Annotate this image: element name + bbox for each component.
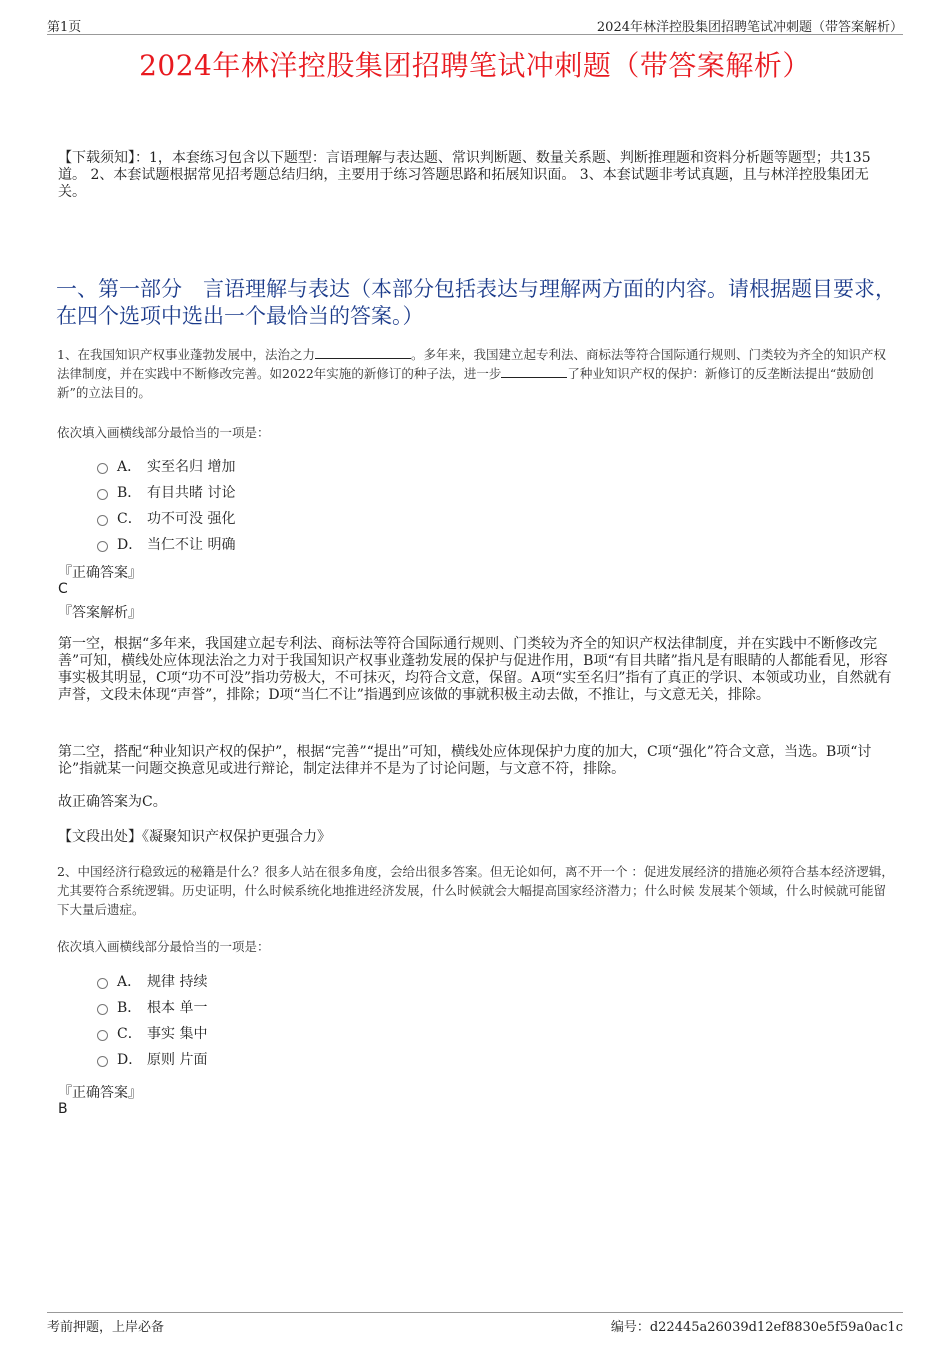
- option-b[interactable]: B． 根本 单一: [97, 994, 207, 1020]
- question-2-text: 2、中国经济行稳致远的秘籍是什么？很多人站在很多角度，会给出很多答案。但无论如何，离不开一个 ：促进发展经济的措施必须符合基本经济逻辑，尤其要符合系统逻辑。历史证明，什么时候系统化地推进经济发展，什么时候就会大幅提高国家经济潜力；什么时候 发展某个领域，什么时候就可能留下大量后遗症。: [57, 864, 894, 917]
- question-2-options: [97, 968, 207, 1072]
- radio-icon[interactable]: [97, 1004, 108, 1015]
- option-b[interactable]: B． 有目共睹 讨论: [97, 479, 235, 505]
- footer-slogan: 考前押题，上岸必备: [47, 1320, 165, 1335]
- option-d[interactable]: D． 原则 片面: [97, 1046, 207, 1072]
- correct-answer-label: 『正确答案』: [58, 565, 142, 581]
- answer-blank: [501, 365, 567, 378]
- radio-icon[interactable]: [97, 489, 108, 500]
- page-header: [47, 14, 903, 35]
- radio-icon[interactable]: [97, 463, 108, 474]
- radio-icon[interactable]: [97, 1056, 108, 1067]
- header-doc-title: 2024年林洋控股集团招聘笔试冲刺题（带答案解析）: [596, 20, 903, 35]
- question-1-text: 1、在我国知识产权事业蓬勃发展中，法治之力 。多年来，我国建立起专利法、商标法等符合国际通行规则、门类较为齐全的知识产权法律制度，并在实践中不断修改完善。如2022年实施的新修订的种子法，进一步 了种业知识产权的保护：新修订的反垄断法提出“鼓励创新”的立法目的。: [57, 347, 886, 400]
- page-number: 第1页: [47, 20, 82, 35]
- correct-answer: B: [58, 1101, 68, 1117]
- question-1-prompt: 依次填入画横线部分最恰当的一项是：: [57, 425, 270, 440]
- option-d[interactable]: D． 当仁不让 明确: [97, 531, 235, 557]
- question-2-prompt: 依次填入画横线部分最恰当的一项是：: [57, 939, 270, 954]
- analysis-paragraph-2: 第二空，搭配“种业知识产权的保护”，根据“完善”“提出”可知，横线处应体现保护力度的加大，C项“强化”符合文意，当选。B项“讨论”指就某一问题交换意见或进行辩论，制定法律并不是为了讨论问题，与文意不符，排除。: [58, 744, 872, 777]
- option-a[interactable]: A． 实至名归 增加: [97, 453, 235, 479]
- radio-icon[interactable]: [97, 1030, 108, 1041]
- correct-answer-label: 『正确答案』: [58, 1085, 142, 1101]
- option-c[interactable]: C． 事实 集中: [97, 1020, 207, 1046]
- radio-icon[interactable]: [97, 541, 108, 552]
- radio-icon[interactable]: [97, 515, 108, 526]
- download-notice: 【下载须知】：1，本套练习包含以下题型：言语理解与表达题、常识判断题、数量关系题、判断推理题和资料分析题等题型；共135道。 2、本套试题根据常见招考题总结归纳，主要用于练习答题思路和拓展知识面。 3、本套试题非考试真题，且与林洋控股集团无关。: [58, 150, 871, 200]
- conclusion: 故正确答案为C。: [58, 794, 167, 810]
- section-heading: 一、第一部分 言语理解与表达（本部分包括表达与理解两方面的内容。请根据题目要求，在四个选项中选出一个最恰当的答案。）: [56, 277, 896, 328]
- page-footer: [47, 1312, 903, 1335]
- document-id: 编号：d22445a26039d12ef8830e5f59a0ac1c: [610, 1320, 903, 1335]
- radio-icon[interactable]: [97, 978, 108, 989]
- page-title: 2024年林洋控股集团招聘笔试冲刺题（带答案解析）: [139, 49, 811, 82]
- analysis-label: 『答案解析』: [58, 605, 142, 621]
- correct-answer: C: [58, 581, 68, 597]
- analysis-paragraph-1: 第一空，根据“多年来，我国建立起专利法、商标法等符合国际通行规则、门类较为齐全的知识产权法律制度，并在实践中不断修改完善”可知，横线处应体现法治之力对于我国知识产权事业蓬勃发展的保护与促进作用，B项“有目共睹”指凡是有眼睛的人都能看见，形容事实极其明显，C项“功不可没”指功劳极大，不可抹灭，均符合文意，保留。A项“实至名归”指有了真正的学识、本领或功业，自然就有声誉，文段未体现“声誉”，排除；D项“当仁不让”指遇到应该做的事就积极主动去做，不推让，与文意无关，排除。: [58, 636, 892, 703]
- option-a[interactable]: A． 规律 持续: [97, 968, 207, 994]
- option-c[interactable]: C． 功不可没 强化: [97, 505, 235, 531]
- question-1-options: [97, 453, 235, 557]
- answer-blank: [315, 346, 411, 359]
- source-citation: 【文段出处】《凝聚知识产权保护更强合力》: [58, 829, 331, 845]
